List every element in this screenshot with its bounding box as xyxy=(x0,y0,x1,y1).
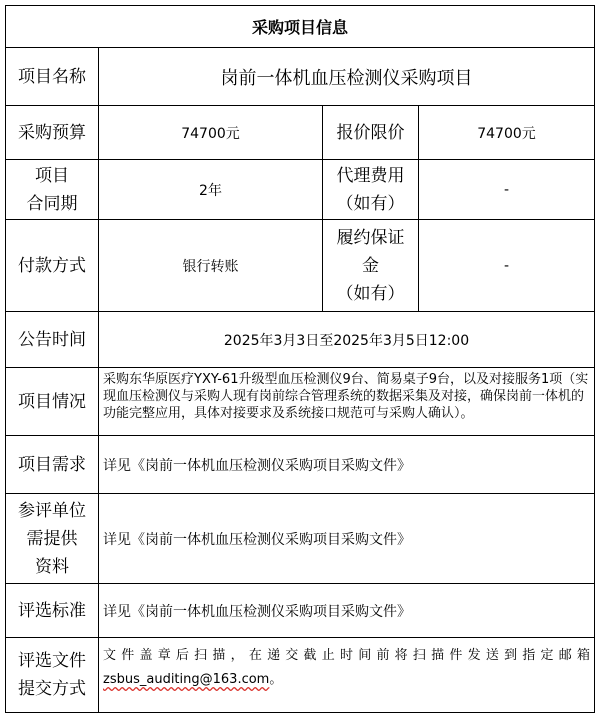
value-project-name: 岗前一体机血压检测仪采购项目 xyxy=(99,48,594,106)
label-agency-fee xyxy=(323,160,419,220)
value-bidder-materials: 详见《岗前一体机血压检测仪采购项目采购文件》 xyxy=(99,494,594,584)
label-bidder-materials-line2: 需提供 xyxy=(26,528,78,549)
label-bidder-materials xyxy=(6,494,99,584)
label-contract-period-line2: 合同期 xyxy=(26,193,78,214)
label-submission-method-line1: 评选文件 xyxy=(18,651,86,671)
procurement-info-table xyxy=(5,5,595,713)
value-budget: 74700元 xyxy=(99,106,323,160)
label-performance-bond xyxy=(323,220,419,312)
value-project-situation: 采购东华原医疗YXY-61升级型血压检测仪9台、简易桌子9台，以及对接服务1项（实现血压检测仪与采购人现有岗前综合管理系统的数据采集及对接，确保岗前一体机的功能完整应用，具体对接要求及系统接口规范可与采购人确认）。 xyxy=(99,368,594,436)
label-contract-period xyxy=(6,160,99,220)
label-project-requirements: 项目需求 xyxy=(6,436,99,494)
label-submission-method xyxy=(6,638,99,712)
label-performance-bond-line1: 履约保证 xyxy=(336,227,405,248)
value-agency-fee: - xyxy=(419,160,594,220)
label-agency-fee-line1: 代理费用 xyxy=(336,165,405,186)
label-project-situation: 项目情况 xyxy=(6,368,99,436)
label-submission-method-line2: 提交方式 xyxy=(18,679,86,699)
label-project-name: 项目名称 xyxy=(6,48,99,106)
label-contract-period-line1: 项目 xyxy=(35,165,69,186)
label-evaluation-criteria: 评选标准 xyxy=(6,584,99,638)
table-title: 采购项目信息 xyxy=(6,6,594,48)
label-payment: 付款方式 xyxy=(6,220,99,312)
label-price-limit: 报价限价 xyxy=(323,106,419,160)
label-agency-fee-line2: （如有） xyxy=(336,193,405,214)
value-project-requirements: 详见《岗前一体机血压检测仪采购项目采购文件》 xyxy=(99,436,594,494)
label-budget: 采购预算 xyxy=(6,106,99,160)
submission-method-end: 。 xyxy=(269,672,283,687)
submission-email: zsbus_auditing@163.com xyxy=(103,672,270,687)
label-performance-bond-line3: （如有） xyxy=(336,283,405,304)
label-performance-bond-line2: 金 xyxy=(362,255,379,276)
submission-method-text: 文件盖章后扫描，在递交截止时间前将扫描件发送到指定邮箱 xyxy=(103,648,590,663)
label-announcement-time: 公告时间 xyxy=(6,312,99,368)
label-bidder-materials-line1: 参评单位 xyxy=(18,500,86,521)
value-evaluation-criteria: 详见《岗前一体机血压检测仪采购项目采购文件》 xyxy=(99,584,594,638)
value-submission-method xyxy=(99,638,594,712)
label-bidder-materials-line3: 资料 xyxy=(35,556,69,577)
value-announcement-time: 2025年3月3日至2025年3月5日12:00 xyxy=(99,312,594,368)
value-performance-bond: - xyxy=(419,220,594,312)
value-contract-period: 2年 xyxy=(99,160,323,220)
value-price-limit: 74700元 xyxy=(419,106,594,160)
value-payment: 银行转账 xyxy=(99,220,323,312)
